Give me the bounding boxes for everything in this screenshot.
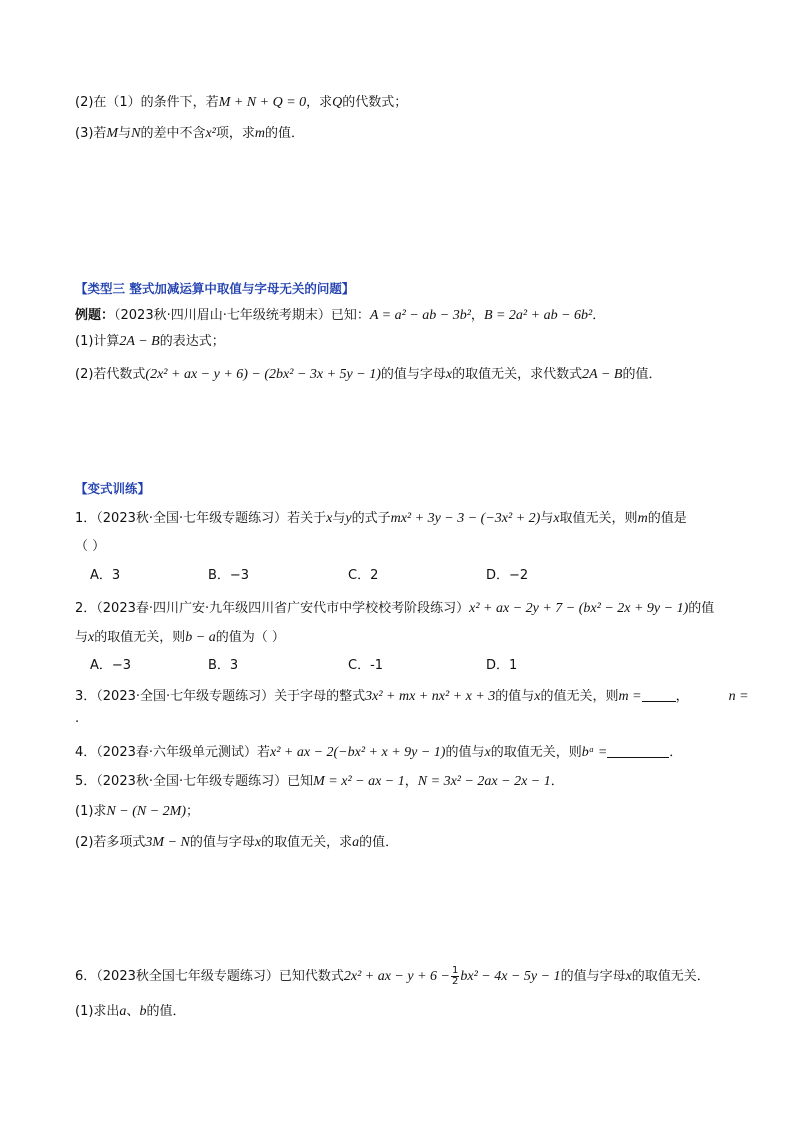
problem-1-option-c: C．2 (348, 568, 379, 583)
problem-1-option-a: A．3 (90, 568, 121, 583)
problem-6: 6．（2023秋全国七年级专题练习）已知代数式2x² + ax − y + 6 − $\frac{1}{2}$ bx² − 4x − 5y − 1的值与字母x的取值无关． (75, 965, 710, 987)
problem-5-q1: (1)求N − (N − 2M)； (75, 804, 199, 819)
question-3: (3)若M与N的差中不含x²项，求m的值． (75, 126, 305, 141)
fraction: $\frac{1}{2}$ (452, 965, 459, 987)
problem-2-line2: 与x的取值无关，则b − a的值为（ ） (75, 630, 285, 645)
problem-2: 2．（2023春·四川广安·九年级四川省广安代市中学校校考阶段练习）x² + ax − 2y + 7 − (bx² − 2x + 9y − 1)的值 (75, 601, 715, 616)
problem-5: 5．（2023秋·全国·七年级专题练习）已知M = x² − ax − 1，N = 3x² − 2ax − 2x − 1． (75, 774, 564, 789)
example-q2: (2)若代数式(2x² + ax − y + 6) − (2bx² − 3x + 5y − 1)的值与字母x的取值无关，求代数式2A − B的值． (75, 367, 662, 382)
question-2: (2)在（1）的条件下，若M + N + Q = 0，求Q的代数式； (75, 95, 408, 110)
problem-4: 4．（2023春·六年级单元测试）若x² + ax − 2(−bx² + x + 9y − 1)的值与x的取值无关，则bᵃ = ． (75, 745, 683, 760)
problem-1: 1．（2023秋·全国·七年级专题练习）若关于x与y的式子mx² + 3y − 3 − (−3x² + 2)与x取值无关，则m的值是 (75, 511, 687, 526)
section-heading-type3: 【类型三 整式加减运算中取值与字母无关的问题】 (75, 281, 355, 296)
section-heading-variant: 【变式训练】 (75, 481, 151, 496)
problem-1-option-d: D．−2 (486, 568, 529, 583)
problem-3-dot: . (75, 711, 80, 726)
example-q1: (1)计算2A − B的表达式； (75, 334, 225, 349)
math-expression: M + N + Q = 0 (218, 95, 307, 110)
example-line: 例题：（2023秋·四川眉山·七年级统考期末）已知：A = a² − ab − 3b²，B = 2a² + ab − 6b²． (75, 308, 606, 323)
answer-blank (607, 757, 669, 758)
problem-2-option-b: B．3 (208, 658, 239, 673)
problem-1-paren: （ ） (75, 539, 106, 554)
problem-2-option-c: C．-1 (348, 658, 384, 673)
answer-blank (642, 701, 676, 702)
problem-1-option-b: B．−3 (208, 568, 250, 583)
problem-5-q2: (2)若多项式3M − N的值与字母x的取值无关，求a的值． (75, 835, 399, 850)
problem-6-q1: (1)求出a、b的值． (75, 1004, 186, 1019)
problem-3: 3．（2023·全国·七年级专题练习）关于字母的整式3x² + mx + nx² + x + 3的值与x的值无关，则m = ， n = (75, 689, 749, 704)
problem-2-option-d: D．1 (486, 658, 518, 673)
problem-2-option-a: A．−3 (90, 658, 132, 673)
